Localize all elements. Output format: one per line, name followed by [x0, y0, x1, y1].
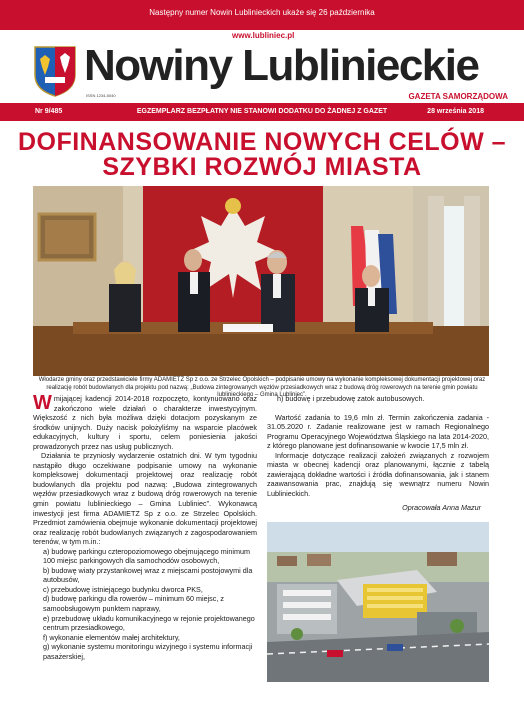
newspaper-tagline: GAZETA SAMORZĄDOWA — [408, 92, 508, 101]
list-item: c) przebudowę istniejącego budynku dworca PKS, — [43, 584, 203, 594]
newspaper-title: Nowiny Lublinieckie — [84, 41, 479, 90]
article-paragraph: Informacje dotyczące realizacji założeń związanych z rozwojem miasta w obecnej kadencji oraz planowanymi, łącznie z tabelą zawierającą dokładne wartości i źródła dofinansowania, jak i stanem zaawansowania prac, znajdują się wewnątrz numeru Nowin Lublinieckich. — [267, 450, 489, 498]
list-item: b) budowę wiaty przystankowej wraz z miejscami postojowymi dla autobusów, — [43, 565, 253, 585]
issn-number: ISSN 1234-5040 — [86, 93, 116, 98]
photo-caption: Włodarze gminy oraz przedstawiciele firmy ADAMIETZ Sp z o.o. ze Strzelec Opolskich – podpisanie umowy na wykonanie kompleksowej dokumentacji projektowej oraz realizację robót budowlanych dla projektu pod nazwą: „Budowa zintegrowanych węzłów przesiadkowych wraz z budową dróg rowerowych na terenie gmin powiatu lublinieckiego – Gmina Lubliniec”. — [38, 377, 486, 398]
publication-date: 28 września 2018 — [427, 108, 484, 115]
list-item: e) przebudowę układu komunikacyjnego w rejonie projektowanego centrum przesiadkowego, — [43, 613, 255, 633]
scope-list — [33, 547, 257, 662]
site-url-link[interactable]: www.lubliniec.pl — [232, 31, 295, 40]
coat-of-arms-icon — [33, 45, 77, 97]
article-paragraph: Działania te przyniosły wydarzenie ostatnich dni. W tym tygodniu nastąpiło długo oczekiwane podpisanie umowy na wykonanie kompleksowej dokumentacji projektowej oraz realizację robót budowlanych dla projektu pod nazwą: „Budowa zintegrowanych węzłów przesiadkowych wraz z budową dróg rowerowych na terenie gmin powiatu lublinieckiego – Gmina Lubliniec”. Wykonawcą inwestycji jest firma ADAMIETZ Sp z o.o. ze Strzelec Opolskich. Przedmiot zamówienia obejmuje wykonanie dokumentacji projektowej oraz realizację robót budowlanych związanych z zagospodarowaniem terenów, w tym m.in.: — [33, 451, 257, 547]
signing-ceremony-photo — [33, 186, 489, 376]
article-author: Opracowała Anna Mazur — [402, 503, 481, 512]
headline-line-2: SZYBKI ROZWÓJ MIASTA — [102, 153, 422, 181]
list-item: f) wykonanie elementów małej architektury, — [43, 632, 180, 642]
transfer-hub-rendering — [267, 522, 489, 682]
list-item: h) budowę i przebudowę zatok autobusowych. — [277, 394, 425, 403]
list-item: d) budowę parkingu dla rowerów – minimum 60 miejsc, z samoobsługowym punktem naprawy, — [43, 594, 224, 614]
next-issue-notice: Następny numer Nowin Lublinieckich ukaże się 26 października — [149, 8, 375, 17]
article-column-right — [267, 394, 489, 498]
top-banner — [0, 0, 524, 30]
drop-cap: W — [33, 392, 52, 414]
issue-info-bar — [0, 103, 524, 121]
issue-number: Nr 9/485 — [35, 108, 63, 115]
article-column-left — [33, 394, 257, 661]
free-copy-notice: EGZEMPLARZ BEZPŁATNY NIE STANOWI DODATKU DO ŻADNEJ Z GAZET — [136, 108, 388, 115]
list-item: a) budowę parkingu czteropoziomowego obejmującego minimum 100 miejsc parkingowych dla samochodów osobowych, — [43, 546, 250, 566]
article-paragraph: Wartość zadania to 19,6 mln zł. Termin zakończenia zadania - 31.05.2020 r. Zadanie realizowane jest w ramach Regionalnego Programu Operacyjnego Województwa Śląskiego na lata 2014-2020, z którego planowane jest dofinansowanie w kwocie 17,5 mln zł. — [267, 412, 489, 451]
headline-line-1: DOFINANSOWANIE NOWYCH CELÓW – — [17, 128, 507, 156]
list-item: g) wykonanie systemu monitoringu wizyjnego i systemu informacji pasażerskiej, — [43, 642, 253, 661]
article-paragraph: Wmijającej kadencji 2014-2018 rozpoczęto, kontynuowano oraz zakończono wiele działań o charakterze inwestycyjnym. Większość z nich była możliwa dzięki dotacjom pozyskanym ze środków unijnych. Duży nacisk położyliśmy na wsparcie placówek edukacyjnych, kultury i sportu, celem poniesienia jakości prowadzonych przez nas usług publicznych. — [33, 392, 257, 451]
